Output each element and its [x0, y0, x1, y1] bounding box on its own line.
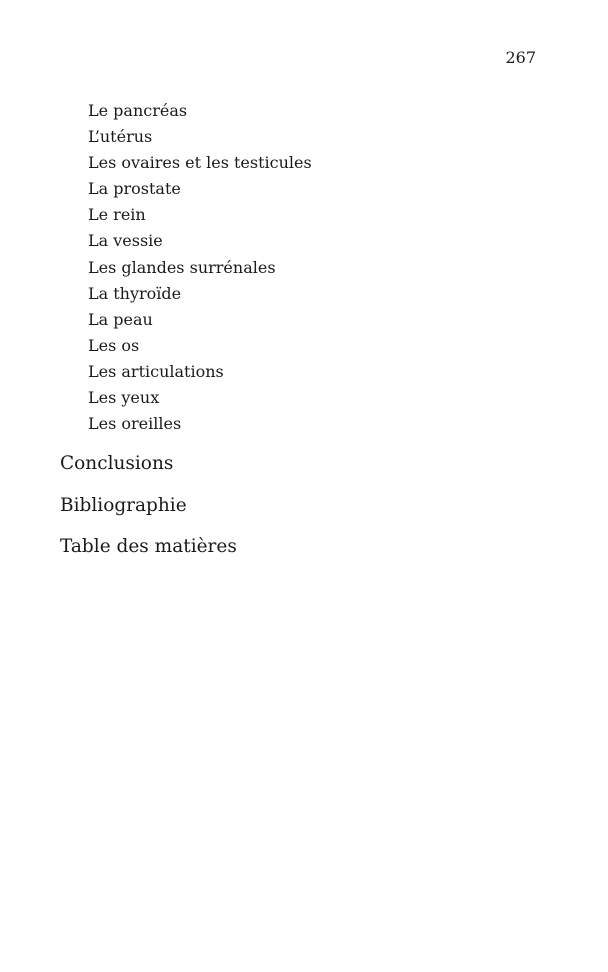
toc-sub-entry: Le rein [88, 205, 146, 225]
toc-sub-entry: La prostate [88, 179, 181, 199]
toc-sub-entry: Les articulations [88, 361, 224, 381]
toc-sub-entry: Les oreilles [88, 414, 182, 434]
toc-sub-entry: La thyroïde [88, 283, 182, 303]
toc-sub-entry: La vessie [88, 231, 163, 251]
toc-main-entry-bibliographie: Bibliographie [60, 494, 187, 516]
toc-sub-entry: Les glandes surrénales [88, 257, 276, 277]
toc-main-entry-table-des-matieres: Table des matières [60, 536, 237, 557]
toc-main-entry-conclusions: Conclusions [60, 453, 174, 474]
toc-sub-entry: Les os [88, 335, 140, 355]
page-number: 267 [505, 48, 536, 67]
toc-subsection-list [88, 98, 312, 437]
toc-sub-entry: Le pancréas [88, 101, 188, 120]
toc-sub-entry: La peau [88, 309, 153, 329]
toc-sub-entry: Les ovaires et les testicules [88, 153, 312, 173]
toc-main-list [60, 452, 237, 577]
toc-sub-entry: L’utérus [88, 127, 153, 147]
toc-sub-entry: Les yeux [88, 388, 160, 408]
